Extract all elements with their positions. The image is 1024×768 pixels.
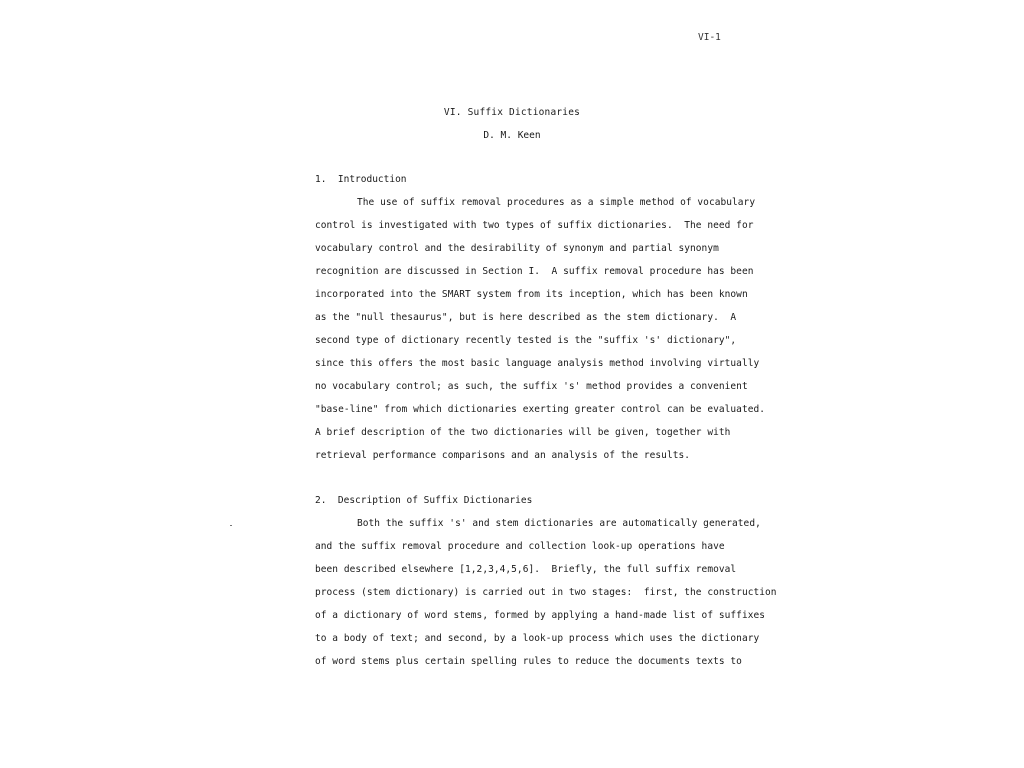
paragraph-line: control is investigated with two types of suffix dictionaries. The need for [315, 220, 754, 231]
section-heading-description: 2. Description of Suffix Dictionaries [315, 495, 533, 506]
paragraph-line: A brief description of the two dictionaries will be given, together with [315, 427, 731, 438]
chapter-title: VI. Suffix Dictionaries [443, 107, 581, 118]
paragraph-line: second type of dictionary recently tested is the "suffix 's' dictionary", [315, 335, 737, 346]
section-heading-introduction: 1. Introduction [315, 174, 407, 185]
paragraph-line: to a body of text; and second, by a look-up process which uses the dictionary [315, 633, 760, 644]
author-name: D. M. Keen [483, 130, 541, 141]
paragraph-line: recognition are discussed in Section I. A suffix removal procedure has been [315, 266, 754, 277]
page-number: VI-1 [698, 32, 721, 43]
paragraph-line: been described elsewhere [1,2,3,4,5,6]. Briefly, the full suffix removal [315, 564, 737, 575]
paragraph-line: The use of suffix removal procedures as a simple method of vocabulary [357, 197, 756, 208]
paragraph-line: vocabulary control and the desirability of synonym and partial synonym [315, 243, 719, 254]
paragraph-line: and the suffix removal procedure and collection look-up operations have [315, 541, 725, 552]
paragraph-line: as the "null thesaurus", but is here described as the stem dictionary. A [315, 312, 737, 323]
paragraph-line: process (stem dictionary) is carried out in two stages: first, the construction [315, 587, 777, 598]
paragraph-line: Both the suffix 's' and stem dictionaries are automatically generated, [357, 518, 761, 529]
paragraph-line: incorporated into the SMART system from its inception, which has been known [315, 289, 748, 300]
paragraph-line: of word stems plus certain spelling rules to reduce the documents texts to [315, 656, 742, 667]
paragraph-line: retrieval performance comparisons and an analysis of the results. [315, 450, 691, 461]
paragraph-line: of a dictionary of word stems, formed by applying a hand-made list of suffixes [315, 610, 766, 621]
paragraph-line: since this offers the most basic language analysis method involving virtually [315, 358, 760, 369]
paragraph-line: "base-line" from which dictionaries exerting greater control can be evaluated. [315, 404, 766, 415]
paragraph-line: no vocabulary control; as such, the suffix 's' method provides a convenient [315, 381, 748, 392]
scan-speck [230, 525, 232, 526]
